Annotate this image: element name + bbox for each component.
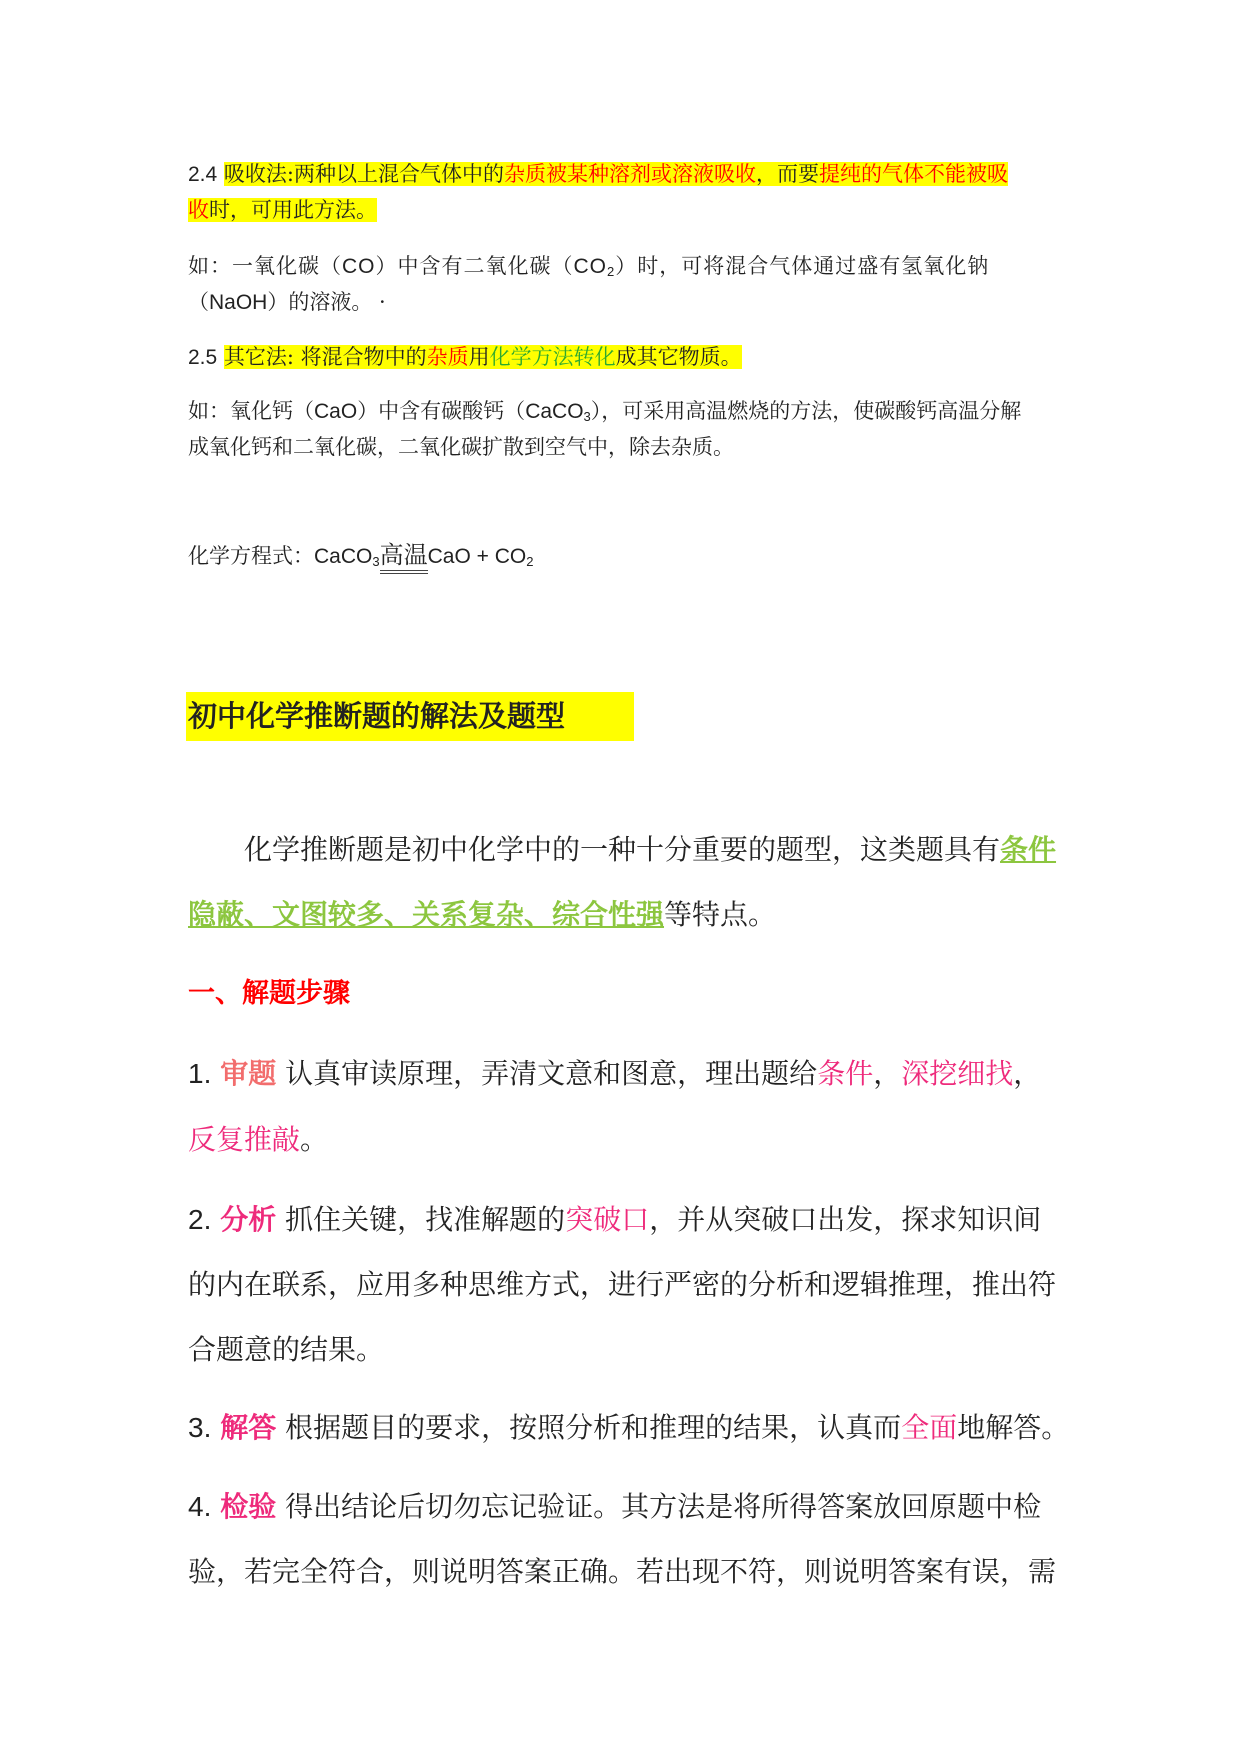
section-number: 2.5: [188, 346, 218, 369]
step-keyword: 解答: [220, 1411, 277, 1444]
key-phrase: 深挖细找: [901, 1057, 1014, 1090]
reactant: [314, 545, 380, 568]
key-phrase: 杂质: [426, 345, 469, 369]
text: ）中含有二氧化碳（: [375, 254, 574, 278]
text: 如：一氧化碳（: [188, 254, 342, 278]
key-phrase: 反复推敲: [188, 1123, 301, 1156]
subscript: 2: [526, 554, 534, 569]
formula: CaO: [314, 400, 358, 423]
text: ，而要: [755, 162, 819, 186]
highlighted-definition: [224, 345, 742, 369]
method-label: 其它法:: [223, 345, 294, 369]
text: ）中含有碳酸钙（: [357, 399, 526, 423]
reaction-condition: 高温: [380, 541, 428, 574]
formula: [574, 255, 616, 278]
formula-text: CaO + CO: [427, 545, 527, 568]
text: （: [188, 290, 209, 314]
product: [428, 545, 534, 568]
step-number: 3.: [188, 1412, 212, 1443]
key-phrase: 隐蔽、文图较多、关系复杂、综合性强: [188, 898, 665, 931]
method-label: 吸收法:: [223, 162, 294, 186]
chemical-equation: [188, 537, 533, 580]
text: 得出结论后切勿忘记验证。其方法是将所得答案放回原题中检: [276, 1490, 1042, 1523]
section-number: 2.4: [188, 163, 218, 186]
text: 抓住关键，找准解题的: [276, 1203, 566, 1236]
key-phrase: 条件: [817, 1057, 874, 1090]
step-keyword: 审题: [220, 1057, 277, 1090]
subscript: 3: [372, 554, 380, 569]
text: 将混合物中的: [293, 345, 427, 369]
text: 化学推断题是初中化学中的一种十分重要的题型，这类题具有: [244, 833, 1001, 866]
text: ，: [873, 1057, 902, 1090]
subscript: 3: [583, 409, 591, 424]
formula-text: CaCO: [314, 545, 373, 568]
highlighted-definition: [188, 198, 377, 222]
step-1-line2: [188, 1118, 328, 1162]
section-heading: 一、解题步骤: [188, 978, 350, 1009]
step-2-line3: 合题意的结果。: [188, 1333, 385, 1366]
formula: CO: [342, 255, 376, 278]
example-2-line2: [188, 429, 734, 465]
formula-text: CaCO: [525, 400, 584, 423]
key-phrase: 收: [188, 198, 209, 222]
text: 地解答。: [957, 1411, 1070, 1444]
step-4-line2: 验，若完全符合，则说明答案正确。若出现不符，则说明答案有误，需: [188, 1555, 1057, 1588]
text: 用: [468, 345, 490, 369]
key-phrase: 突破口: [565, 1203, 650, 1236]
key-phrase: 提纯的气体不能被吸: [818, 162, 1008, 186]
formula-text: CO: [573, 255, 607, 278]
formula: [525, 400, 591, 423]
key-phrase: 全面: [901, 1411, 958, 1444]
equation-label: 化学方程式：: [188, 544, 314, 568]
text: ）的溶液。 ·: [267, 290, 386, 314]
text: 根据题目的要求，按照分析和推理的结果，认真而: [276, 1411, 902, 1444]
text: 等特点。: [664, 898, 777, 931]
text: 成氧化钙和二氧化碳，二氧化碳扩散到空气中，除去杂质。: [188, 435, 734, 459]
text: ），可采用高温燃烧的方法，使碳酸钙高温分解: [590, 399, 1022, 423]
example-1-line2: [188, 284, 386, 321]
highlighted-definition: [224, 162, 1008, 186]
section-2-5: [188, 339, 742, 376]
page-title: 初中化学推断题的解法及题型: [188, 699, 566, 733]
text: 两种以上混合气体中的: [293, 162, 504, 186]
step-2: [188, 1198, 1041, 1242]
text: 如：氧化钙（: [188, 399, 314, 423]
text: 成其它物质。: [615, 345, 742, 369]
text: 认真审读原理，弄清文意和图意，理出题给: [276, 1057, 818, 1090]
step-number: 2.: [188, 1204, 212, 1235]
step-keyword: 分析: [220, 1203, 277, 1236]
step-1: [188, 1052, 1041, 1096]
intro-paragraph: [244, 828, 1056, 872]
text: ，: [1013, 1057, 1042, 1090]
step-keyword: 检验: [220, 1490, 277, 1523]
key-phrase: 杂质被某种溶剂或溶液吸收: [503, 162, 756, 186]
text: ，并从突破口出发，探求知识间: [649, 1203, 1042, 1236]
key-phrase: 化学方法转化: [489, 345, 616, 369]
step-number: 4.: [188, 1491, 212, 1522]
text: 时，可用此方法。: [209, 198, 377, 222]
text: ）时，可将混合气体通过盛有氢氧化钠: [615, 254, 990, 278]
section-2-4-line2: [188, 192, 377, 228]
step-3: [188, 1406, 1069, 1450]
step-4: [188, 1485, 1041, 1529]
intro-paragraph-line2: [188, 893, 776, 937]
formula: NaOH: [209, 291, 268, 314]
step-2-line2: 的内在联系，应用多种思维方式，进行严密的分析和逻辑推理，推出符: [188, 1268, 1057, 1301]
step-number: 1.: [188, 1058, 212, 1089]
subscript: 2: [607, 264, 616, 279]
section-2-4: [188, 156, 1008, 193]
key-phrase: 条件: [1000, 833, 1057, 866]
text: 。: [300, 1123, 329, 1156]
